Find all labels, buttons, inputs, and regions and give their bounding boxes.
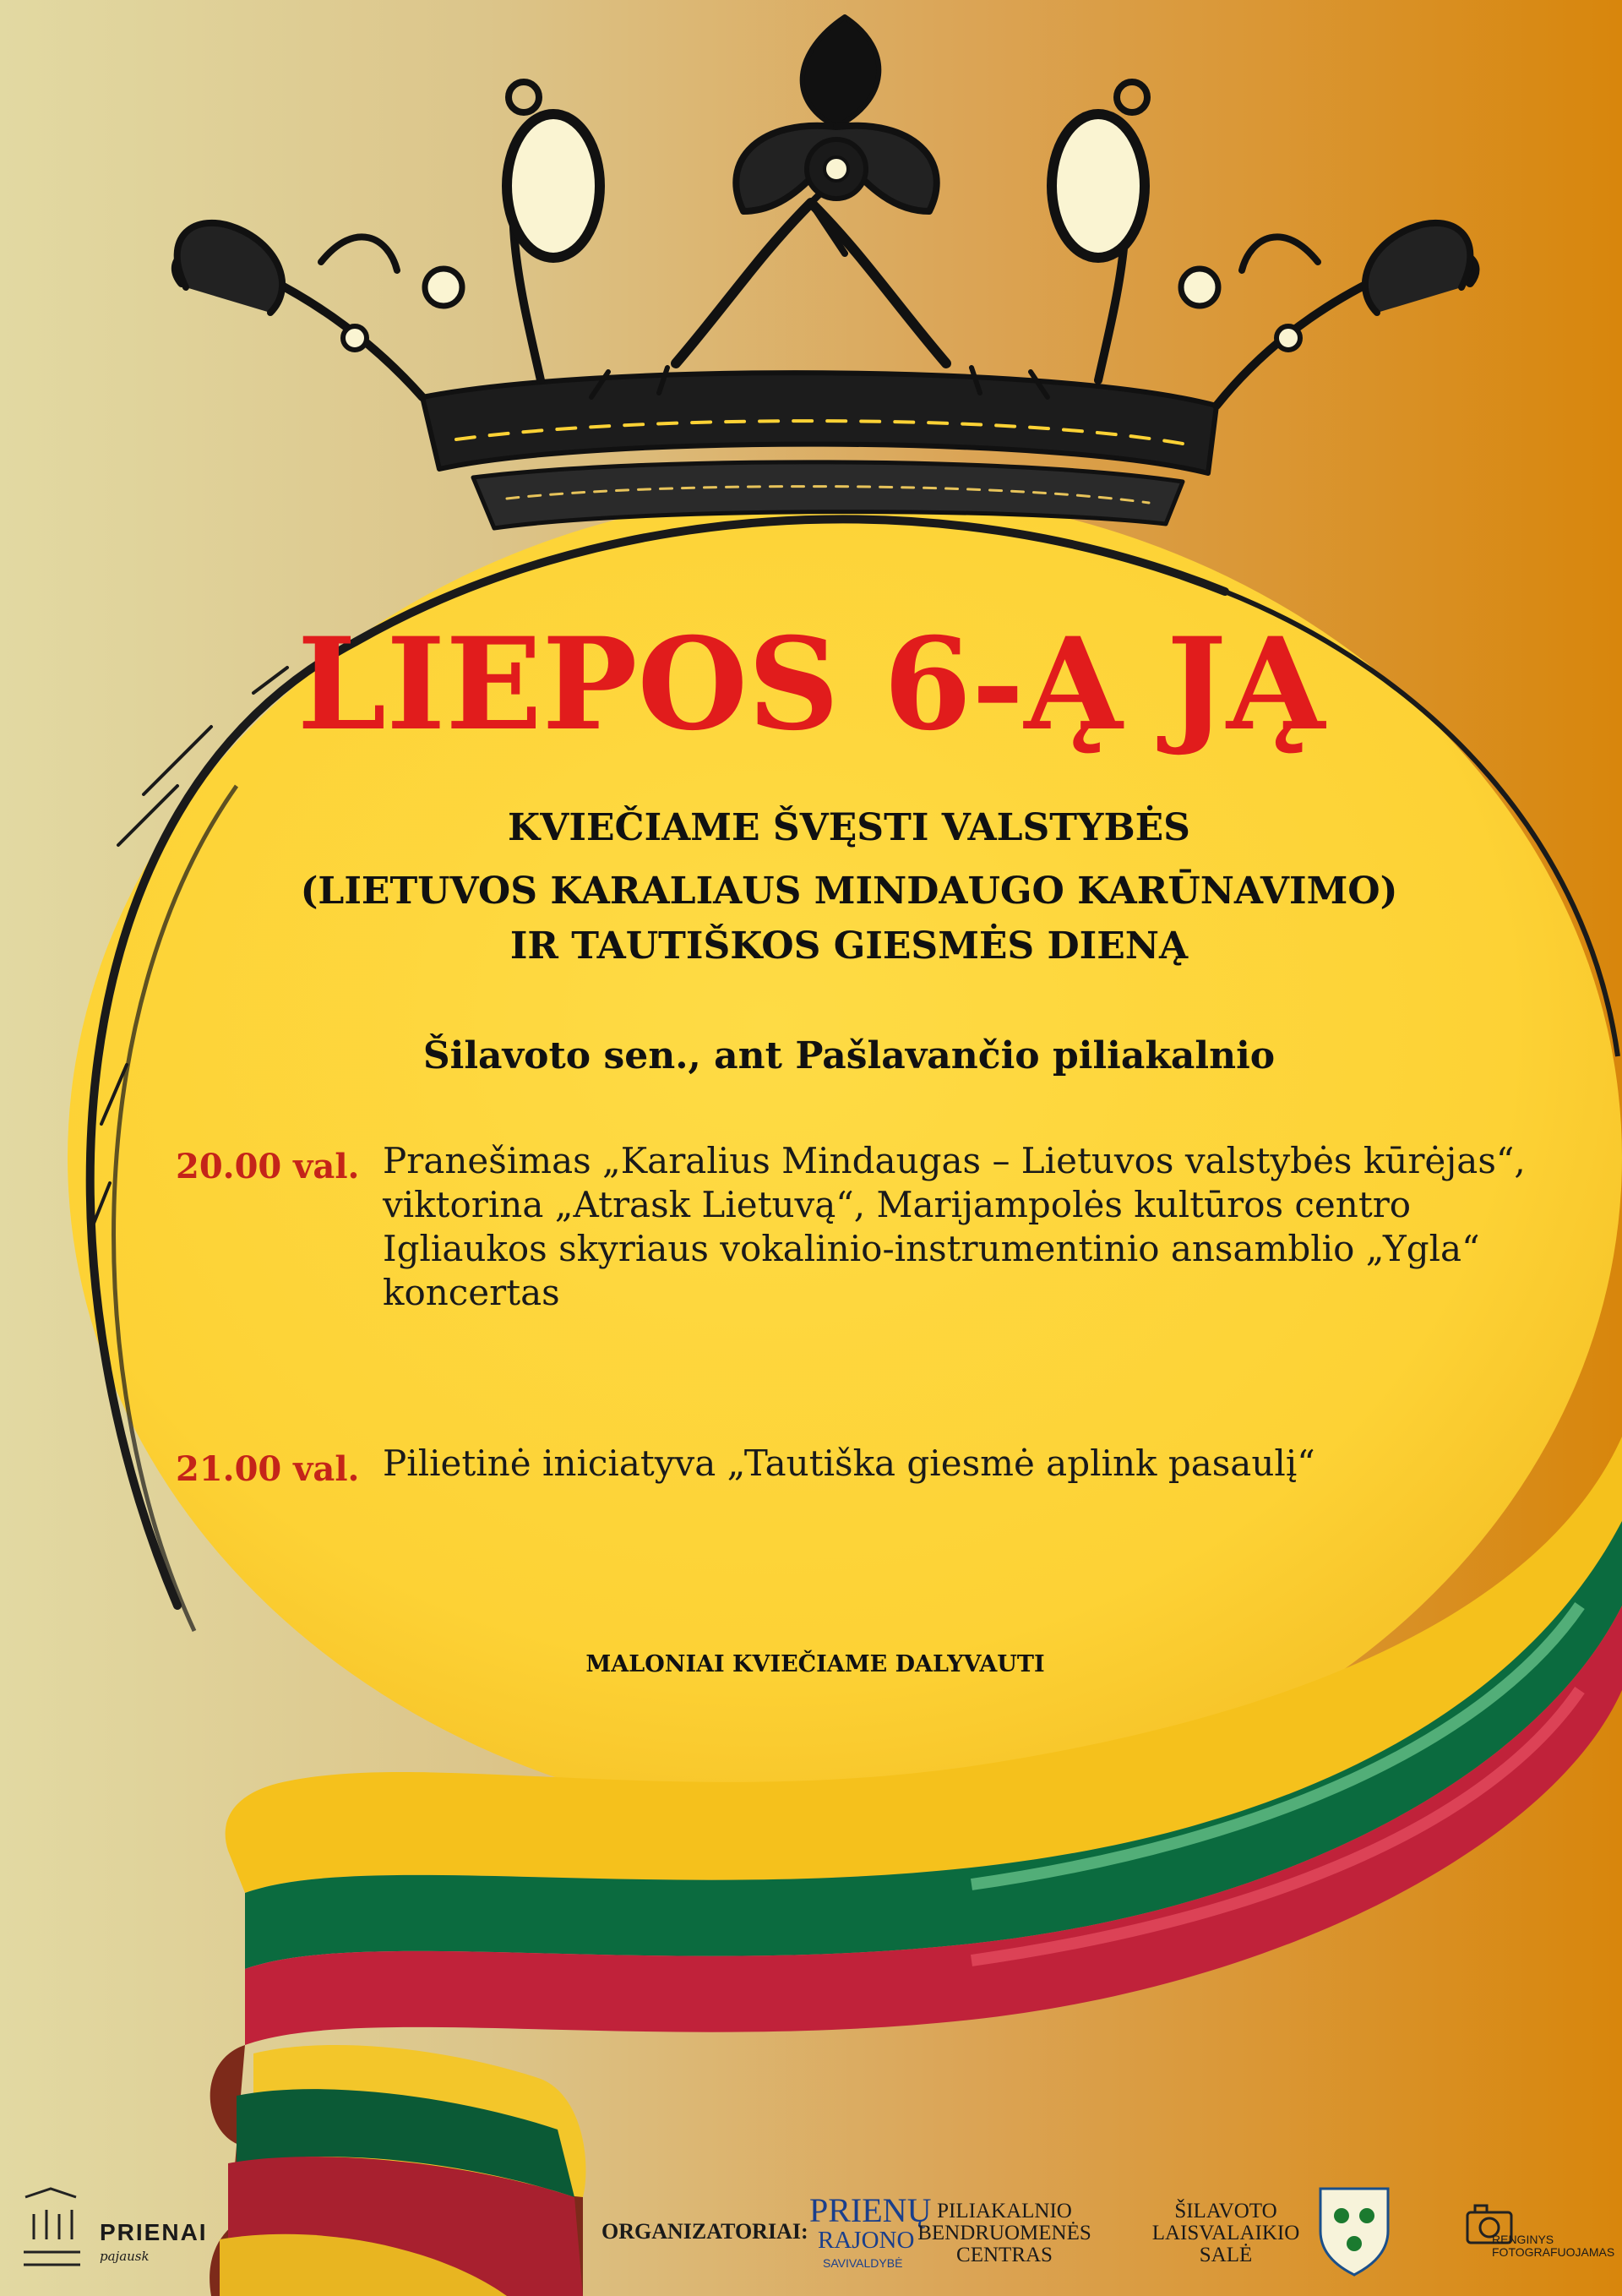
crown-illustration — [176, 17, 1476, 528]
organizer-2-line-2: BENDRUOMENĖS — [917, 2222, 1091, 2244]
organizer-2-line-1: PILIAKALNIO — [937, 2200, 1072, 2222]
schedule-1-line-4: koncertas — [383, 1272, 560, 1313]
schedule-description-2 — [383, 1442, 1599, 1486]
organizer-2-line-3: CENTRAS — [956, 2244, 1053, 2266]
prienai-logo-tagline: pajausk — [100, 2249, 150, 2264]
photo-notice — [1492, 2233, 1614, 2259]
organizers-label: ORGANIZATORIAI: — [601, 2219, 808, 2244]
event-location: Šilavoto sen., ant Pašlavančio piliakalnio — [422, 1034, 1276, 1077]
headline-date: LIEPOS 6-Ą JĄ — [297, 610, 1325, 759]
schedule-time-2: 21.00 val. — [176, 1449, 360, 1489]
photo-notice-line-1: RENGINYS — [1492, 2233, 1554, 2246]
organizer-1-line-2: RAJONO — [818, 2227, 915, 2254]
organizer-1-line-1: PRIENŲ — [809, 2191, 932, 2229]
intro-line-3: IR TAUTIŠKOS GIESMĖS DIENĄ — [509, 924, 1189, 968]
organizer-3-line-1: ŠILAVOTO — [1174, 2200, 1277, 2222]
schedule-description-1 — [383, 1139, 1599, 1315]
prienai-logo-icon — [24, 2189, 80, 2265]
schedule-1-line-3: Igliaukos skyriaus vokalinio-instrumentinio ansamblio „Ygla“ — [383, 1228, 1480, 1269]
organizer-3-line-3: SALĖ — [1199, 2244, 1253, 2266]
schedule-time-1: 20.00 val. — [176, 1147, 360, 1186]
photo-notice-line-2: FOTOGRAFUOJAMAS — [1492, 2245, 1615, 2259]
invitation-text: MALONIAI KVIEČIAME DALYVAUTI — [585, 1651, 1045, 1677]
schedule-1-line-2: viktorina „Atrask Lietuvą“, Marijampolės kultūros centro — [383, 1184, 1412, 1225]
intro-line-1: KVIEČIAME ŠVĘSTI VALSTYBĖS — [508, 806, 1190, 849]
organizer-2 — [899, 2201, 1110, 2266]
prienai-logo-name: PRIENAI — [100, 2219, 208, 2245]
organizer-3 — [1120, 2201, 1331, 2266]
intro-line-2: (LIETUVOS KARALIAUS MINDAUGO KARŪNAVIMO) — [300, 870, 1398, 913]
schedule-2-line-1: Pilietinė iniciatyva „Tautiška giesmė aplink pasaulį“ — [383, 1442, 1315, 1484]
organizer-1-line-3: SAVIVALDYBĖ — [823, 2256, 903, 2270]
organizer-3-line-2: LAISVALAIKIO — [1151, 2222, 1300, 2244]
schedule-1-line-1: Pranešimas „Karalius Mindaugas – Lietuvos valstybės kūrėjas“, — [383, 1140, 1526, 1181]
